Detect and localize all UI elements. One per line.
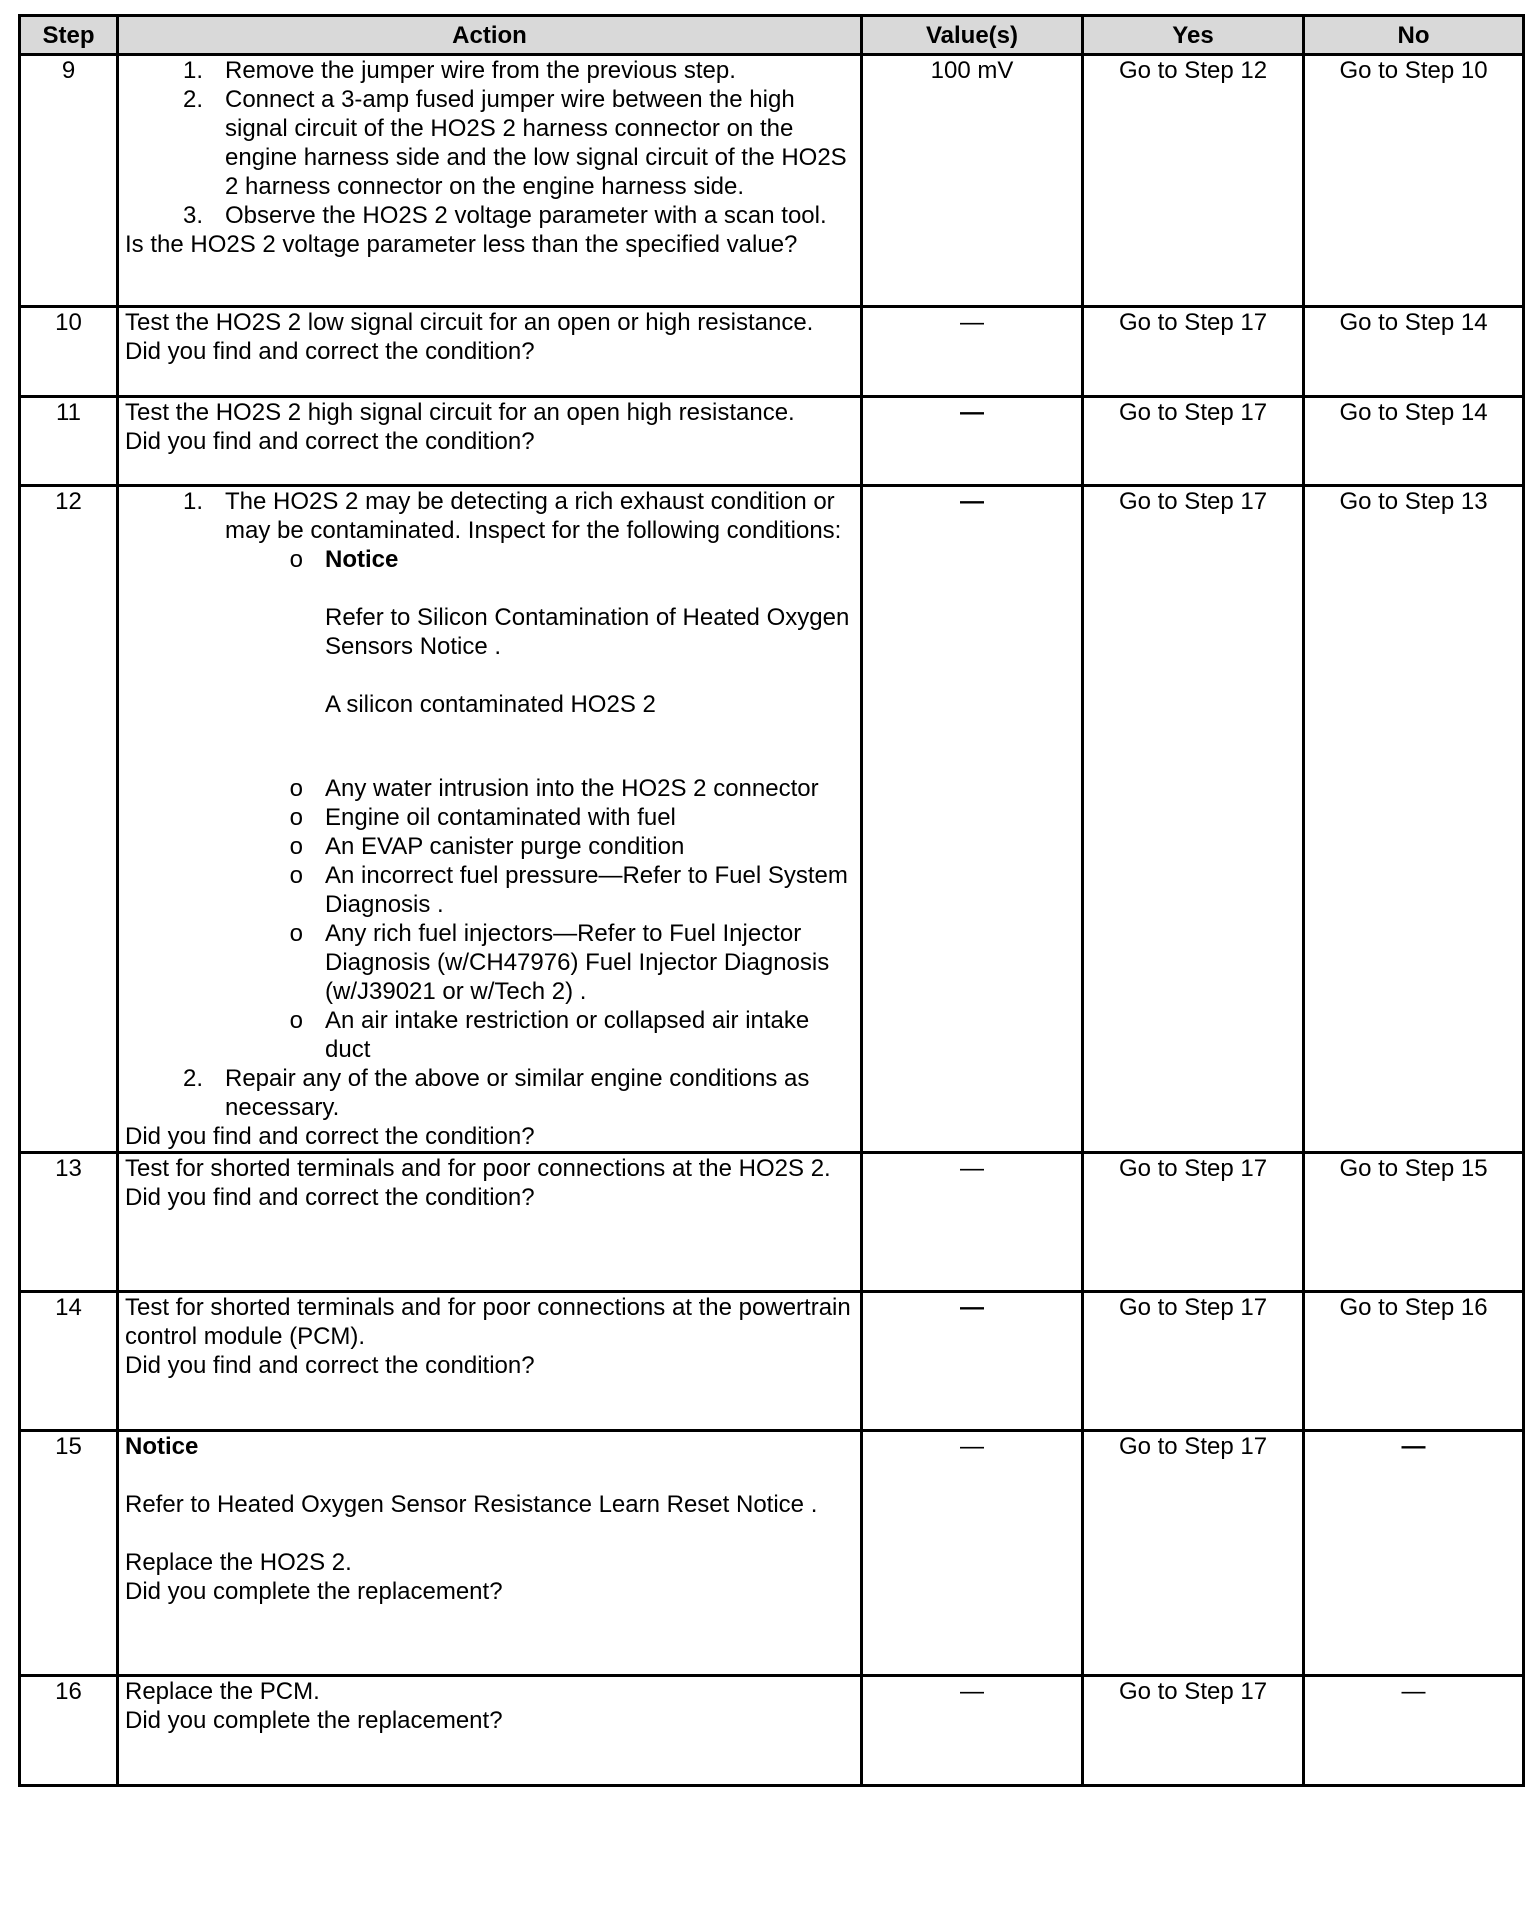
table-row (20, 307, 1524, 397)
action-cell (118, 1676, 862, 1786)
question-text: Did you find and correct the condition? (125, 1184, 535, 1211)
column-header-step: Step (20, 16, 118, 55)
no-cell: — (1304, 1431, 1524, 1676)
table-header-row (20, 16, 1524, 55)
column-header-yes: Yes (1083, 16, 1304, 55)
step-number: 9 (20, 55, 118, 307)
sub-list-item: o An EVAP canister purge condition (289, 833, 685, 860)
action-text: Replace the HO2S 2. (125, 1549, 352, 1576)
no-cell: Go to Step 10 (1304, 55, 1524, 307)
question-text: Did you find and correct the condition? (125, 1352, 535, 1379)
table-row (20, 1153, 1524, 1292)
no-cell: Go to Step 13 (1304, 486, 1524, 1153)
notice-text: Refer to Silicon Contamination of Heated Oxygen Sensors Notice . (325, 604, 850, 660)
list-item: 2. Connect a 3-amp fused jumper wire between the high signal circuit of the HO2S 2 harness connector on the engine harness side and the low signal circuit of the HO2S 2 harness connector on the engine harness side. (182, 86, 847, 200)
sub-list-item: o Any rich fuel injectors—Refer to Fuel Injector Diagnosis (w/CH47976) Fuel Injector Diagnosis (w/J39021 or w/Tech 2) . (289, 920, 830, 1005)
step-number: 12 (20, 486, 118, 1153)
yes-cell: Go to Step 17 (1083, 1292, 1304, 1431)
step-number: 15 (20, 1431, 118, 1676)
sub-list-item: o Engine oil contaminated with fuel (289, 804, 676, 831)
table-row (20, 486, 1524, 1153)
step-number: 13 (20, 1153, 118, 1292)
diagnostic-table (18, 14, 1525, 1787)
question-text: Did you complete the replacement? (125, 1707, 503, 1734)
question-text: Is the HO2S 2 voltage parameter less than the specified value? (125, 231, 798, 258)
sub-note: A silicon contaminated HO2S 2 (325, 691, 656, 718)
action-text: Test the HO2S 2 high signal circuit for an open high resistance. (125, 399, 795, 426)
action-text: Test for shorted terminals and for poor connections at the powertrain control module (PCM). (125, 1294, 851, 1350)
question-text: Did you find and correct the condition? (125, 338, 535, 365)
sub-list-item: o An air intake restriction or collapsed air intake duct (289, 1007, 810, 1063)
yes-cell: Go to Step 17 (1083, 486, 1304, 1153)
question-text: Did you find and correct the condition? (125, 1123, 535, 1150)
action-cell (118, 307, 862, 397)
action-cell (118, 1431, 862, 1676)
table-row (20, 1292, 1524, 1431)
yes-cell: Go to Step 17 (1083, 397, 1304, 486)
column-header-values: Value(s) (862, 16, 1083, 55)
action-text: Test the HO2S 2 low signal circuit for an open or high resistance. (125, 309, 814, 336)
yes-cell: Go to Step 17 (1083, 1676, 1304, 1786)
notice-text: Refer to Heated Oxygen Sensor Resistance Learn Reset Notice . (125, 1491, 818, 1518)
step-number: 14 (20, 1292, 118, 1431)
yes-cell: Go to Step 17 (1083, 1153, 1304, 1292)
action-cell (118, 397, 862, 486)
step-number: 16 (20, 1676, 118, 1786)
question-text: Did you complete the replacement? (125, 1578, 503, 1605)
no-cell: Go to Step 14 (1304, 397, 1524, 486)
value-cell: — (862, 1153, 1083, 1292)
table-row (20, 397, 1524, 486)
value-cell: — (862, 1292, 1083, 1431)
no-cell: Go to Step 15 (1304, 1153, 1524, 1292)
list-item: 3. Observe the HO2S 2 voltage parameter with a scan tool. (182, 202, 827, 229)
action-cell (118, 1153, 862, 1292)
no-cell: Go to Step 16 (1304, 1292, 1524, 1431)
yes-cell: Go to Step 17 (1083, 1431, 1304, 1676)
sub-list-item: o An incorrect fuel pressure—Refer to Fuel System Diagnosis . (289, 862, 848, 918)
sub-list-item: o Notice (125, 545, 854, 574)
yes-cell: Go to Step 17 (1083, 307, 1304, 397)
action-cell (118, 486, 862, 1153)
notice-label: Notice (125, 1433, 199, 1460)
value-cell: — (862, 397, 1083, 486)
table-row (20, 55, 1524, 307)
step-number: 10 (20, 307, 118, 397)
list-item: 1. Remove the jumper wire from the previous step. (182, 57, 736, 84)
no-cell: Go to Step 14 (1304, 307, 1524, 397)
table-row (20, 1431, 1524, 1676)
action-cell (118, 1292, 862, 1431)
question-text: Did you find and correct the condition? (125, 428, 535, 455)
table-row (20, 1676, 1524, 1786)
value-cell: 100 mV (862, 55, 1083, 307)
value-cell: — (862, 1431, 1083, 1676)
action-text: Test for shorted terminals and for poor connections at the HO2S 2. (125, 1155, 831, 1182)
value-cell: — (862, 486, 1083, 1153)
step-number: 11 (20, 397, 118, 486)
column-header-no: No (1304, 16, 1524, 55)
yes-cell: Go to Step 12 (1083, 55, 1304, 307)
value-cell: — (862, 1676, 1083, 1786)
action-cell (118, 55, 862, 307)
notice-label: Notice (325, 546, 399, 573)
action-text: Replace the PCM. (125, 1678, 320, 1705)
no-cell: — (1304, 1676, 1524, 1786)
list-item: 2. Repair any of the above or similar engine conditions as necessary. (182, 1065, 810, 1121)
list-item: 1. The HO2S 2 may be detecting a rich exhaust condition or may be contaminated. Inspect for the following conditions: (182, 488, 842, 544)
column-header-action: Action (118, 16, 862, 55)
value-cell: — (862, 307, 1083, 397)
sub-list-item: o Any water intrusion into the HO2S 2 connector (289, 775, 819, 802)
